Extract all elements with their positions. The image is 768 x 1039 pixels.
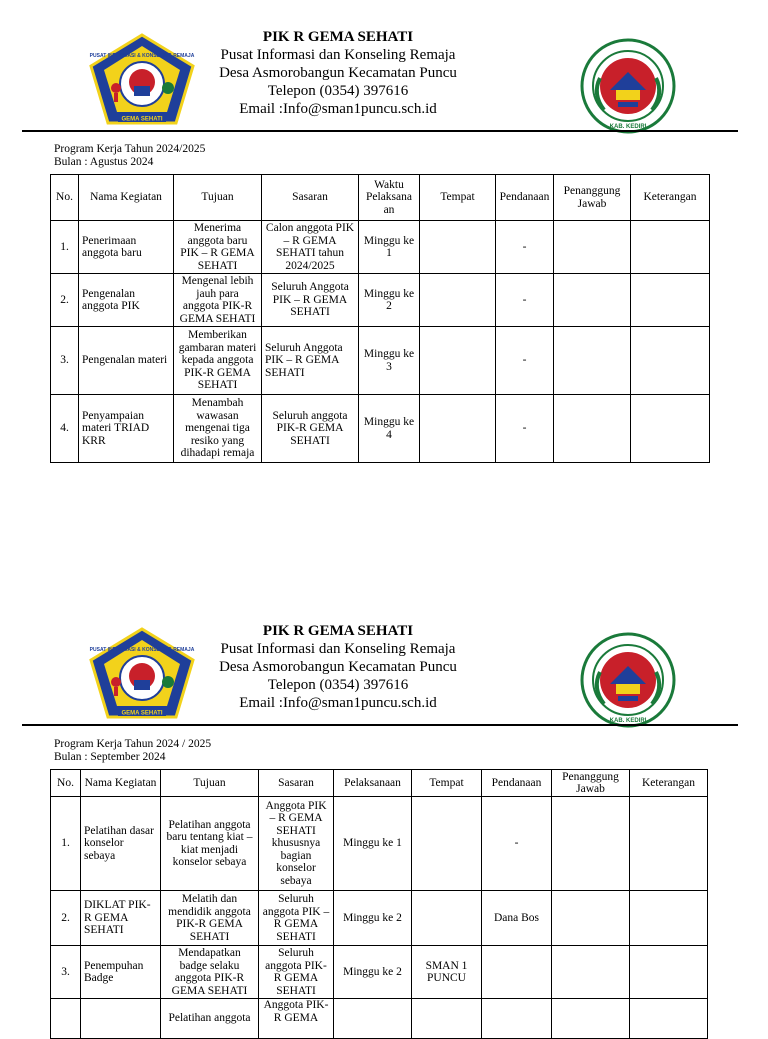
org-title: PIK R GEMA SEHATI	[262, 623, 414, 639]
cell-penanggung-jawab	[554, 327, 631, 395]
program-table-september	[50, 769, 708, 1039]
cell-tempat	[420, 395, 496, 463]
letterhead-text	[188, 622, 488, 712]
cell-pendanaan: -	[496, 395, 554, 463]
cell-pelaksanaan: Minggu ke 2	[334, 946, 412, 999]
cell-no	[51, 999, 81, 1039]
cell-waktu: Minggu ke 2	[359, 274, 420, 327]
org-email: Email :Info@sman1puncu.sch.id	[239, 695, 437, 711]
svg-text:GEMA SEHATI: GEMA SEHATI	[121, 116, 163, 123]
col-tujuan: Tujuan	[174, 175, 262, 221]
cell-nama: Pelatihan dasar konselor sebaya	[81, 797, 161, 891]
cell-penanggung-jawab	[552, 946, 630, 999]
sman-1-puncu-logo	[580, 632, 676, 728]
table-row	[51, 891, 708, 946]
cell-sasaran: Anggota PIK – R GEMA SEHATI khususnya bagian konselor sebaya	[259, 797, 334, 891]
cell-keterangan	[630, 999, 708, 1039]
svg-text:PUSAT INFORMASI & KONSELING RE: PUSAT INFORMASI & KONSELING REMAJA	[89, 53, 195, 59]
cell-sasaran: Anggota PIK-R GEMA	[259, 999, 334, 1039]
cell-nama: Penempuhan Badge	[81, 946, 161, 999]
cell-penanggung-jawab	[552, 999, 630, 1039]
letterhead-text	[188, 28, 488, 118]
cell-sasaran: Seluruh anggota PIK-R GEMA SEHATI	[259, 946, 334, 999]
cell-tempat	[412, 797, 482, 891]
table-header-row	[51, 175, 710, 221]
table-row	[51, 327, 710, 395]
cell-nama: Penyampaian materi TRIAD KRR	[79, 395, 174, 463]
cell-keterangan	[631, 274, 710, 327]
table-row	[51, 797, 708, 891]
org-subtitle: Pusat Informasi dan Konseling Remaja	[220, 47, 456, 63]
cell-tempat	[420, 274, 496, 327]
cell-keterangan	[630, 891, 708, 946]
letterhead-2	[0, 622, 768, 722]
table-header-row	[51, 770, 708, 797]
program-table-august	[50, 174, 710, 463]
col-tujuan: Tujuan	[161, 770, 259, 797]
program-month: Bulan : Agustus 2024	[54, 156, 154, 168]
org-phone: Telepon (0354) 397616	[267, 677, 409, 693]
col-tempat: Tempat	[412, 770, 482, 797]
cell-tempat	[412, 891, 482, 946]
cell-keterangan	[630, 797, 708, 891]
org-phone: Telepon (0354) 397616	[267, 83, 409, 99]
col-no: No.	[51, 175, 79, 221]
cell-tempat: SMAN 1 PUNCU	[412, 946, 482, 999]
col-penanggung-jawab: Penanggung Jawab	[552, 770, 630, 797]
table-row	[51, 999, 708, 1039]
table-row	[51, 395, 710, 463]
col-waktu: Waktu Pelaksana an	[359, 175, 420, 221]
cell-keterangan	[631, 327, 710, 395]
org-subtitle: Pusat Informasi dan Konseling Remaja	[220, 641, 456, 657]
cell-tujuan: Melatih dan mendidik anggota PIK-R GEMA SEHATI	[161, 891, 259, 946]
cell-pendanaan: -	[496, 327, 554, 395]
org-title: PIK R GEMA SEHATI	[262, 29, 414, 45]
col-keterangan: Keterangan	[631, 175, 710, 221]
program-year: Program Kerja Tahun 2024 / 2025	[54, 738, 212, 750]
program-info-2	[54, 738, 211, 764]
cell-waktu: Minggu ke 1	[359, 221, 420, 274]
cell-pendanaan	[482, 999, 552, 1039]
cell-waktu: Minggu ke 4	[359, 395, 420, 463]
cell-nama: Pengenalan materi	[79, 327, 174, 395]
cell-pendanaan: Dana Bos	[482, 891, 552, 946]
sman-1-puncu-logo	[580, 38, 676, 134]
col-tempat: Tempat	[420, 175, 496, 221]
pik-r-gema-sehati-logo	[88, 32, 196, 126]
cell-tujuan: Mengenal lebih jauh para anggota PIK-R GEMA SEHATI	[174, 274, 262, 327]
table-row	[51, 946, 708, 999]
program-year: Program Kerja Tahun 2024/2025	[54, 143, 206, 155]
cell-waktu: Minggu ke 3	[359, 327, 420, 395]
cell-penanggung-jawab	[554, 274, 631, 327]
svg-text:GEMA SEHATI: GEMA SEHATI	[121, 710, 163, 717]
program-info-1	[54, 143, 205, 169]
svg-text:KAB. KEDIRI: KAB. KEDIRI	[609, 124, 647, 130]
cell-tempat	[412, 999, 482, 1039]
cell-nama: Pengenalan anggota PIK	[79, 274, 174, 327]
cell-nama	[81, 999, 161, 1039]
org-address: Desa Asmorobangun Kecamatan Puncu	[219, 659, 457, 675]
svg-text:PUSAT INFORMASI & KONSELING RE: PUSAT INFORMASI & KONSELING REMAJA	[89, 647, 195, 653]
cell-tujuan: Pelatihan anggota baru tentang kiat – kiat menjadi konselor sebaya	[161, 797, 259, 891]
col-nama-kegiatan: Nama Kegiatan	[81, 770, 161, 797]
cell-sasaran: Calon anggota PIK – R GEMA SEHATI tahun 2024/2025	[262, 221, 359, 274]
cell-penanggung-jawab	[552, 891, 630, 946]
cell-no: 2.	[51, 891, 81, 946]
cell-no: 2.	[51, 274, 79, 327]
cell-pelaksanaan: Minggu ke 1	[334, 797, 412, 891]
cell-nama: Penerimaan anggota baru	[79, 221, 174, 274]
svg-text:KAB. KEDIRI: KAB. KEDIRI	[609, 718, 647, 724]
cell-keterangan	[631, 395, 710, 463]
table-row	[51, 221, 710, 274]
letterhead-divider	[22, 130, 738, 132]
col-no: No.	[51, 770, 81, 797]
cell-penanggung-jawab	[552, 797, 630, 891]
cell-tujuan: Pelatihan anggota	[161, 999, 259, 1039]
cell-sasaran: Seluruh anggota PIK – R GEMA SEHATI	[259, 891, 334, 946]
cell-no: 3.	[51, 327, 79, 395]
col-penanggung-jawab: Penanggung Jawab	[554, 175, 631, 221]
cell-sasaran: Seluruh Anggota PIK – R GEMA SEHATI	[262, 274, 359, 327]
cell-tujuan: Menerima anggota baru PIK – R GEMA SEHATI	[174, 221, 262, 274]
cell-pelaksanaan	[334, 999, 412, 1039]
col-sasaran: Sasaran	[259, 770, 334, 797]
cell-nama: DIKLAT PIK-R GEMA SEHATI	[81, 891, 161, 946]
cell-no: 1.	[51, 797, 81, 891]
cell-tujuan: Menambah wawasan mengenai tiga resiko yang dihadapi remaja	[174, 395, 262, 463]
col-keterangan: Keterangan	[630, 770, 708, 797]
cell-no: 1.	[51, 221, 79, 274]
col-sasaran: Sasaran	[262, 175, 359, 221]
cell-keterangan	[630, 946, 708, 999]
col-pendanaan: Pendanaan	[482, 770, 552, 797]
cell-sasaran: Seluruh anggota PIK-R GEMA SEHATI	[262, 395, 359, 463]
letterhead-1	[0, 28, 768, 128]
org-email: Email :Info@sman1puncu.sch.id	[239, 101, 437, 117]
letterhead-divider	[22, 724, 738, 726]
cell-keterangan	[631, 221, 710, 274]
cell-tujuan: Memberikan gambaran materi kepada anggota PIK-R GEMA SEHATI	[174, 327, 262, 395]
program-month: Bulan : September 2024	[54, 751, 166, 763]
cell-tempat	[420, 327, 496, 395]
cell-pendanaan: -	[496, 221, 554, 274]
cell-tempat	[420, 221, 496, 274]
cell-pendanaan	[482, 946, 552, 999]
cell-pendanaan: -	[496, 274, 554, 327]
cell-pelaksanaan: Minggu ke 2	[334, 891, 412, 946]
cell-sasaran: Seluruh Anggota PIK – R GEMA SEHATI	[262, 327, 359, 395]
cell-penanggung-jawab	[554, 221, 631, 274]
cell-no: 4.	[51, 395, 79, 463]
cell-tujuan: Mendapatkan badge selaku anggota PIK-R GEMA SEHATI	[161, 946, 259, 999]
col-nama-kegiatan: Nama Kegiatan	[79, 175, 174, 221]
table-row	[51, 274, 710, 327]
pik-r-gema-sehati-logo	[88, 626, 196, 720]
cell-pendanaan: -	[482, 797, 552, 891]
cell-no: 3.	[51, 946, 81, 999]
cell-penanggung-jawab	[554, 395, 631, 463]
org-address: Desa Asmorobangun Kecamatan Puncu	[219, 65, 457, 81]
col-pelaksanaan: Pelaksanaan	[334, 770, 412, 797]
col-pendanaan: Pendanaan	[496, 175, 554, 221]
